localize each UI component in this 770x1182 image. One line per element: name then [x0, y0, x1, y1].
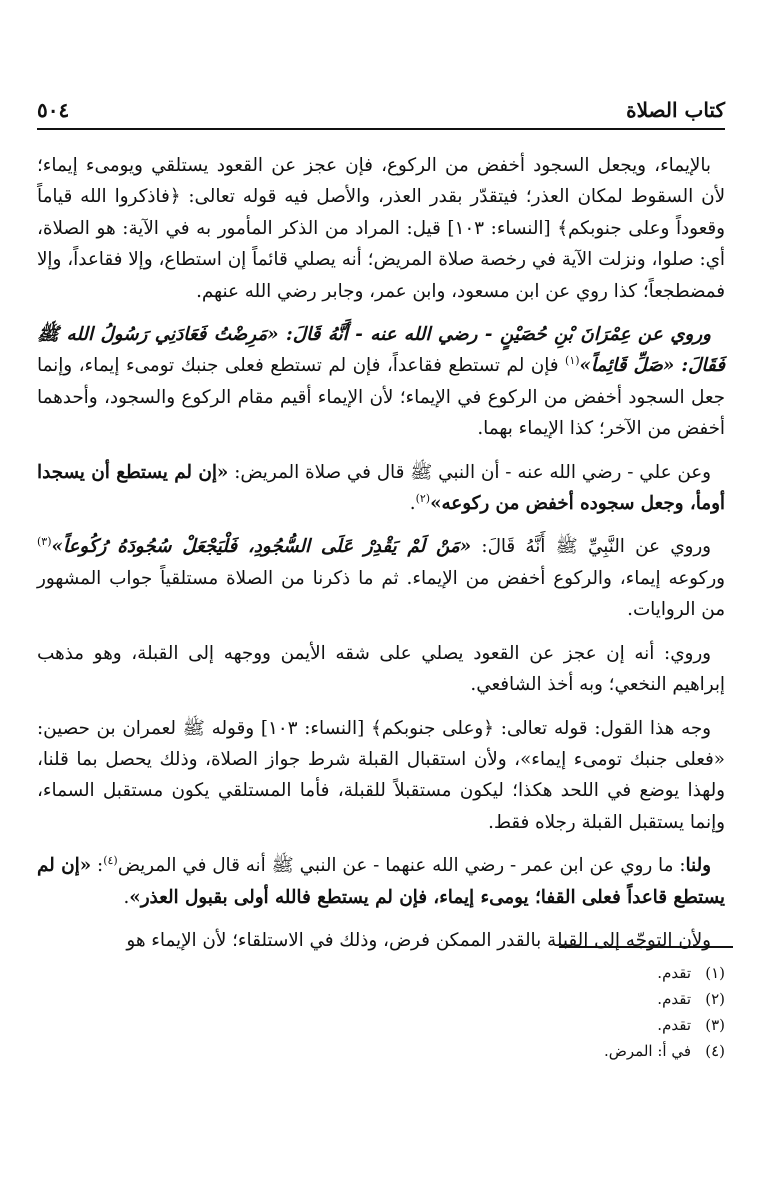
- paragraph-colon: :: [91, 855, 104, 877]
- paragraph-intro: : ما روي عن ابن عمر - رضي الله عنهما - عن النبي ﷺ أنه قال في المريض: [117, 855, 686, 877]
- footnote: [45, 1012, 725, 1038]
- paragraph-end: .: [123, 886, 130, 908]
- footnote-text: تقدم.: [657, 1016, 691, 1034]
- footnote: [45, 1038, 725, 1064]
- paragraph-intro: وعن علي - رضي الله عنه - أن النبي ﷺ قال في صلاة المريض:: [228, 461, 711, 483]
- hadith-intro: وروي عن عِمْرَانَ بْنِ حُصَيْنٍ - رضي الله عنه - أَنَّهُ قَالَ: «مَرِضْتُ فَعَادَنِي رَسُولُ الله ﷺ فَقَالَ: «صَلِّ قَائِماً»: [37, 324, 725, 377]
- footnote-number: (٣): [705, 1016, 725, 1034]
- footnote-ref: (٤): [103, 854, 118, 868]
- footnote-divider: [559, 946, 733, 948]
- paragraph-text: وركوعه إيماء، والركوع أخفض من الإيماء. ثم ما ذكرنا من الصلاة مستلقياً جواب المشهور من الروايات.: [37, 567, 725, 621]
- paragraph: [37, 850, 725, 913]
- footnote-number: (٤): [705, 1042, 725, 1060]
- paragraph: [37, 713, 725, 839]
- footnote-number: (١): [705, 964, 725, 982]
- footnotes: [45, 960, 725, 1064]
- footnote-text: تقدم.: [657, 964, 691, 982]
- paragraph: [37, 531, 725, 625]
- paragraph-text: فإن لم تستطع فقاعداً، فإن لم تستطع فعلى جنبك تومىء إيماء، وإنما جعل السجود أخفض من الركوع في الإيماء؛ لأن الإيماء أقيم مقام الركوع والسجود، وأحدهما أخفض من الآخر؛ كذا الإيماء بهما.: [37, 355, 725, 440]
- page-number: ٥٠٤: [37, 98, 70, 122]
- paragraph-intro: وروي عن النَّبِيِّ ﷺ أَنَّهُ قَالَ:: [471, 536, 711, 558]
- paragraph: [37, 638, 725, 701]
- footnote: [45, 960, 725, 986]
- paragraph-lead: ولنا: [685, 855, 711, 877]
- hadith-quote: «إن لم يستطع أن يسجدا أومأ، وجعل سجوده أخفض من ركوعه»: [37, 461, 725, 515]
- paragraph-text: بالإيماء، ويجعل السجود أخفض من الركوع، فإن عجز عن القعود يستلقي ويومىء إيماء؛ لأن السقوط لمكان العذر؛ فيتقدّر بقدر العذر، والأصل فيه قوله تعالى: ﴿فاذكروا الله قياماً وقعوداً وعلى جنوبكم﴾ [النساء: ١٠٣] قيل: المراد من الذكر المأمور به في الآية: هو الصلاة، أي: صلوا، ونزلت الآية في رخصة صلاة المريض؛ أنه يصلي قائماً إن استطاع، وإلا فقاعداً، وإلا فمضطجعاً؛ كذا روي عن ابن مسعود، وابن عمر، وجابر رضي الله عنهم.: [37, 155, 725, 302]
- footnote-ref: (٣): [37, 535, 52, 549]
- footnote-number: (٢): [705, 990, 725, 1008]
- paragraph: [37, 457, 725, 520]
- paragraph-text: وجه هذا القول: قوله تعالى: ﴿وعلى جنوبكم﴾ [النساء: ١٠٣] وقوله ﷺ لعمران بن حصين: «فعلى جنبك تومىء إيماء»، ولأن استقبال القبلة شرط جواز الصلاة، وذلك يحصل بما قلنا، ولهذا يوضع في اللحد هكذا؛ ليكون مستقبلاً للقبلة، فأما المستلقي يكون مستقبل السماء، وإنما يستقبل القبلة رجلاه فقط.: [37, 717, 725, 833]
- footnote-ref: (٢): [415, 491, 431, 505]
- footnote-text: تقدم.: [657, 990, 691, 1008]
- paragraph-text: ولأن التوجّه إلى القبلة بالقدر الممكن فرض، وذلك في الاستلقاء؛ لأن الإيماء هو: [126, 929, 711, 951]
- footnote: [45, 986, 725, 1012]
- paragraph: [37, 925, 725, 956]
- paragraph: [37, 319, 725, 445]
- footnote-ref: (١): [565, 354, 580, 368]
- chapter-title: كتاب الصلاة: [626, 98, 725, 122]
- footnote-text: في أ: المرض.: [603, 1042, 691, 1060]
- hadith-quote: «إن لم يستطع قاعداً فعلى القفا؛ يومىء إيماء، فإن لم يستطع فالله أولى بقبول العذر»: [37, 855, 725, 908]
- hadith-quote: «مَنْ لَمْ يَقْدِرْ عَلَى السُّجُودِ، فَلْيَجْعَلْ سُجُودَهُ رُكُوعاً»: [51, 536, 472, 558]
- main-text: [37, 150, 725, 968]
- paragraph-end: .: [409, 493, 416, 515]
- paragraph: [37, 150, 725, 307]
- paragraph-text: وروي: أنه إن عجز عن القعود يصلي على شقه الأيمن ووجهه إلى القبلة، وهو مذهب إبراهيم النخعي؛ وبه أخذ الشافعي.: [37, 642, 725, 696]
- page-header: [37, 92, 725, 130]
